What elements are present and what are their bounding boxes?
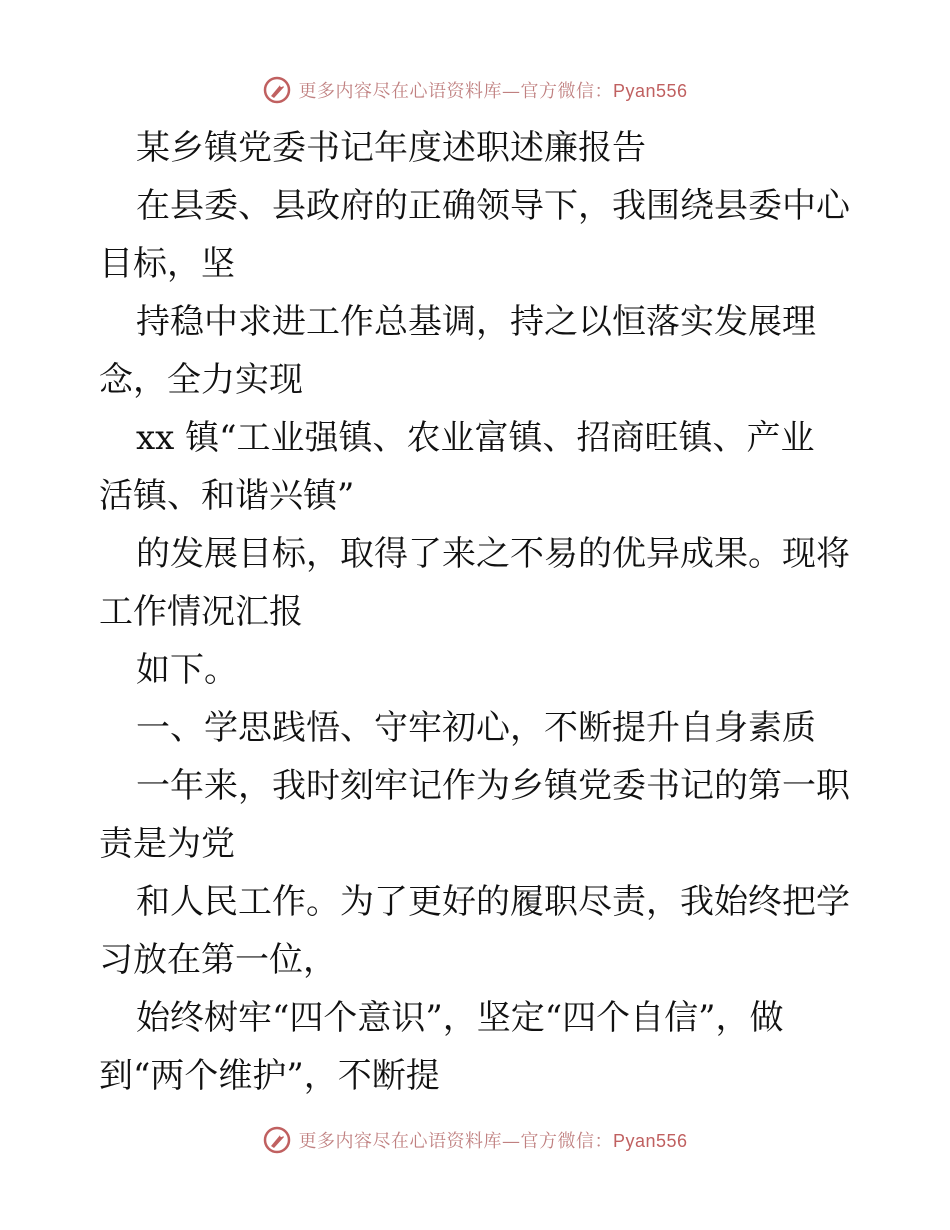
watermark-banner-top [0,70,950,110]
pen-nib-circle-icon [262,1125,292,1155]
text-line: 的发展目标，取得了来之不易的优异成果。现将 [136,534,850,574]
text-line: 如下。 [136,650,238,690]
text-line: 工作情况汇报 [99,592,303,632]
watermark-banner-bottom [0,1120,950,1160]
text-line: 一、学思践悟、守牢初心，不断提升自身素质 [136,708,816,748]
text-line: 习放在第一位， [99,940,337,980]
text-line: xx 镇“工业强镇、农业富镇、招商旺镇、产业 [136,418,815,458]
text-line: 和人民工作。为了更好的履职尽责，我始终把学 [136,882,850,922]
text-line: 持稳中求进工作总基调，持之以恒落实发展理 [136,302,816,342]
watermark-handle: Pyan556 [612,81,688,101]
watermark-handle: Pyan556 [612,1131,688,1151]
text-line: 目标，坚 [99,244,235,284]
text-line: 一年来，我时刻牢记作为乡镇党委书记的第一职 [136,766,850,806]
document-body [99,119,859,1105]
pen-nib-circle-icon [262,75,292,105]
watermark-text: 更多内容尽在心语资料库—官方微信： [298,1131,613,1152]
text-line: 到“两个维护”，不断提 [99,1056,440,1096]
text-line: 始终树牢“四个意识”，坚定“四个自信”，做 [136,998,784,1038]
text-line: 在县委、县政府的正确领导下，我围绕县委中心 [136,186,850,226]
text-line: 念，全力实现 [99,360,303,400]
text-line: 活镇、和谐兴镇” [99,476,355,516]
text-line: 责是为党 [99,824,235,864]
watermark-text: 更多内容尽在心语资料库—官方微信： [298,81,613,102]
document-title: 某乡镇党委书记年度述职述廉报告 [136,128,646,168]
